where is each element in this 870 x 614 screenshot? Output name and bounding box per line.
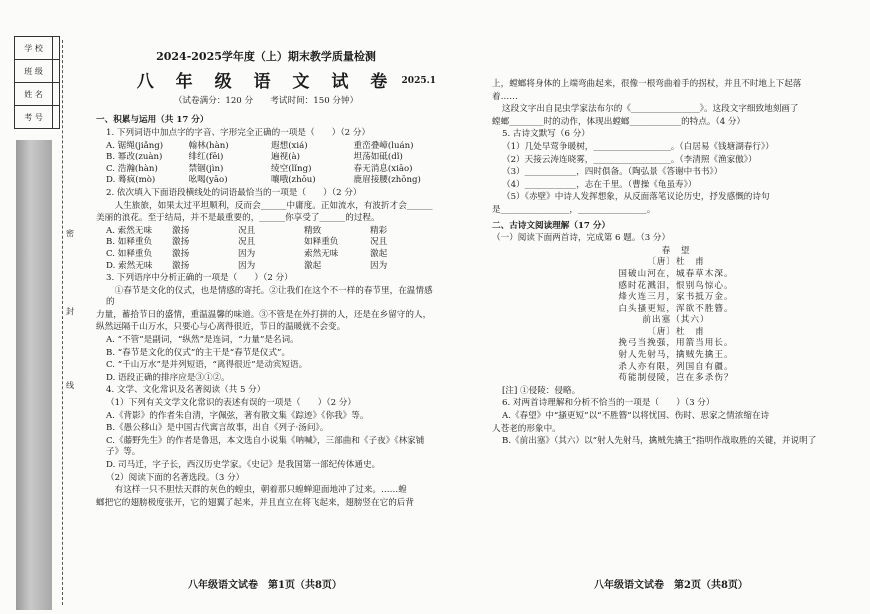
text-line: 国破山河在，城春草木深。 bbox=[618, 268, 734, 279]
text-line: 力量，蓄拾节日的盛情，重温温馨的味道。③不管是在外打拼的人，还是在乡留守的人， bbox=[96, 309, 432, 320]
option-item: 如释重负 bbox=[304, 237, 339, 248]
info-blank[interactable] bbox=[53, 37, 60, 60]
info-blank[interactable] bbox=[53, 60, 60, 83]
text-line: 射人先射马，擒贼先擒王。 bbox=[618, 350, 734, 361]
scan-shadow bbox=[16, 140, 52, 610]
subtitle-text: 八 年 级 语 文 试 卷 bbox=[136, 71, 396, 92]
text-line: 白头搔更短，浑欲不胜簪。 bbox=[618, 303, 734, 314]
page-2-footer: 八年级语文试卷 第2页（共8页） bbox=[594, 580, 748, 591]
info-label: 班 级 bbox=[15, 60, 53, 83]
option-item: A. 索然无味 bbox=[106, 225, 153, 236]
text-line: 二、古诗文阅读理解（17 分） bbox=[492, 220, 611, 231]
option-item: C. 浩瀚(hàn) bbox=[106, 163, 158, 174]
option-item: 遐想(xiá) bbox=[271, 140, 308, 151]
option-item: D. 索然无味 bbox=[106, 260, 153, 271]
text-line: 螳螂________时的动作，体现出螳螂____________的特点。（4 分） bbox=[492, 116, 746, 127]
option-item: 嚷哦(zhōu) bbox=[271, 175, 316, 186]
text-line: [注] ①侵陵：侵略。 bbox=[502, 385, 581, 396]
option-item: 精致 bbox=[304, 225, 322, 236]
text-line: B.《前出塞》（其六）以“射人先射马，擒贼先擒王”指明作战取胜的关键，并说明了 bbox=[502, 436, 817, 447]
text-line: 杀人亦有限，列国自有疆。 bbox=[618, 361, 734, 372]
option-item: 激扬 bbox=[172, 237, 190, 248]
page-1-column bbox=[96, 50, 436, 510]
option-item: 重峦叠嶂(luán) bbox=[353, 140, 414, 151]
text-line: 6. 对两首诗理解和分析不恰当的一项是（ ）（3 分） bbox=[502, 398, 715, 409]
text-line bbox=[96, 164, 436, 176]
text-line: A. “不管”是副词，“纵然”是连词，“力量”是名词。 bbox=[106, 335, 299, 346]
option-item: 精彩 bbox=[370, 225, 388, 236]
text-line: 上，螳螂将身体的上端弯曲起来，很像一根弯曲着手的拐杖，并且不时地上下起落 bbox=[492, 79, 802, 89]
text-line: 螂把它的翅膀极度张开，它的翅翼了起来，并且直立在将飞起来，翅膀竖在它的后背 bbox=[96, 497, 414, 508]
option-item: 索然无味 bbox=[304, 248, 339, 259]
text-line: C.《藤野先生》的作者是鲁迅，本文选自小说集《呐喊》，三部曲和《子夜》《林家铺子》等。 bbox=[106, 435, 425, 458]
option-item: 吆喝(yāo) bbox=[188, 175, 228, 186]
text-line: C. “千山万水”是并列短语，“离得很近”是动宾短语。 bbox=[106, 360, 308, 371]
option-item: 坦荡如砥(dǐ) bbox=[353, 152, 403, 163]
option-item: A. 锯绳(jiǎng) bbox=[106, 140, 164, 151]
text-line bbox=[96, 175, 436, 187]
text-line: 美丽的浪花。至于结局，并不是最重要的，______你享受了______的过程。 bbox=[96, 213, 380, 224]
option-item: 禁锢(jìn) bbox=[188, 163, 224, 174]
text-line: A.《背影》的作者朱自清，字佩弦，著有散文集《踪迹》《你我》等。 bbox=[106, 410, 369, 421]
text-line: 是________________，________________。 bbox=[492, 204, 656, 215]
text-line: 春 望 bbox=[661, 245, 691, 256]
page-2-column bbox=[492, 78, 860, 449]
text-line: （1）几处早莺争暖树，__________________。（白居易《钱塘湖春行》） bbox=[502, 141, 774, 152]
text-line: 着…… bbox=[492, 91, 518, 102]
student-info-table bbox=[14, 36, 60, 129]
option-item: C. 如释重负 bbox=[106, 248, 153, 259]
text-line: 感时花溅泪，恨别鸟惊心。 bbox=[618, 280, 734, 291]
text-line: （一）阅读下面两首诗，完成第 6 题。（3 分） bbox=[492, 233, 671, 244]
text-line: （3）____________，四时俱备。（陶弘景《答谢中书书》） bbox=[502, 167, 723, 178]
seal-char: 线 bbox=[66, 381, 74, 390]
option-item: 况且 bbox=[370, 237, 388, 248]
text-line: 人生旅旅，如果太过平坦顺利，反而会______中庸度。正如流水，有波折才会______ bbox=[106, 200, 433, 211]
exam-date: 2025.1 bbox=[401, 75, 436, 86]
text-line bbox=[96, 249, 436, 261]
text-line: B.《愚公移山》是中国古代寓言故事，出自《列子·汤问》。 bbox=[106, 423, 329, 434]
text-line: 烽火连三月，家书抵万金。 bbox=[618, 292, 734, 303]
text-line: 纵然远隔千山万水，只要心与心离得很近，节日的温暖就不会变。 bbox=[96, 322, 346, 333]
text-line: D. 司马迁，字子长，西汉历史学家。《史记》是我国第一部纪传体通史。 bbox=[106, 460, 381, 470]
text-line: 2. 依次填入下面语段横线处的词语最恰当的一项是（ ）（2 分） bbox=[106, 187, 362, 198]
info-label: 考 号 bbox=[15, 106, 53, 129]
text-line: 挽弓当挽强，用箭当用长。 bbox=[618, 338, 734, 349]
text-line bbox=[96, 226, 436, 238]
option-item: 因为 bbox=[370, 260, 388, 271]
text-line: 有这样一只不胆怯天群的灰色的蝗虫，朝着那只蝗蝉迎面地冲了过来。……蝗 bbox=[106, 485, 407, 496]
option-item: 绫空(lǐng) bbox=[271, 163, 312, 174]
option-item: 鹿眉接腰(zhōng) bbox=[353, 175, 421, 186]
option-item: D. 蓦疯(mò) bbox=[106, 175, 156, 186]
option-item: 绯红(fēi) bbox=[188, 152, 224, 163]
text-line: （1）下列有关文学文化常识的表述有误的一项是（ ）（2 分） bbox=[106, 398, 356, 409]
text-line: （5）《赤壁》中诗人发挥想象，从反面落笔议论历史，抒发感慨的诗句 bbox=[502, 192, 770, 203]
page-1-body bbox=[96, 115, 436, 509]
text-line: 4. 文学、文化常识及名著阅读（共 5 分） bbox=[106, 385, 266, 396]
page-1-footer: 八年级语文试卷 第1页（共8页） bbox=[188, 580, 342, 591]
text-line: D. 语段正确的排序应是③①②。 bbox=[106, 372, 230, 383]
text-line: B. “春节是文化的仪式”的主干是“春节是仪式”。 bbox=[106, 347, 291, 358]
page-2-body bbox=[492, 79, 860, 448]
text-line: ①春节是文化的仪式，也是情感的寄托。②让我们在这个不一样的春节里，在温情感的 bbox=[106, 285, 433, 308]
text-line: 3. 下列语序中分析正确的一项是（ ）（2 分） bbox=[106, 273, 293, 284]
option-item: B. 如释重负 bbox=[106, 237, 153, 248]
option-item: 激扬 bbox=[172, 248, 190, 259]
text-line: 人苍老的形象中。 bbox=[492, 423, 561, 434]
text-line: 这段文字出自昆虫学家法布尔的《________________》。这段文字细致地刻画了 bbox=[502, 104, 799, 115]
option-item: 况且 bbox=[238, 237, 256, 248]
text-line: （2）天接云涛连晓雾，__________________。（李清照《渔家傲》） bbox=[502, 154, 757, 165]
text-line: 苟能制侵陵，岂在多杀伤？ bbox=[618, 373, 734, 384]
option-item: 因为 bbox=[238, 260, 256, 271]
exam-meta: （试卷满分：120 分 考试时间：150 分钟） bbox=[173, 95, 359, 106]
text-line bbox=[96, 237, 436, 249]
option-item: 激扬 bbox=[172, 260, 190, 271]
option-item: 因为 bbox=[238, 248, 256, 259]
seal-line bbox=[62, 40, 63, 605]
text-line: 一、积累与运用（共 17 分） bbox=[96, 115, 209, 126]
info-blank[interactable] bbox=[53, 106, 60, 129]
text-line: 前出塞（其六） bbox=[642, 315, 710, 326]
exam-subtitle bbox=[96, 71, 436, 94]
text-line: 〔唐〕杜 甫 bbox=[647, 326, 705, 337]
option-item: 激扬 bbox=[172, 225, 190, 236]
seal-char: 密 bbox=[66, 229, 74, 238]
text-line: 1. 下列词语中加点字的字音、字形完全正确的一项是（ ）（2 分） bbox=[106, 127, 371, 138]
text-line: 〔唐〕杜 甫 bbox=[647, 257, 705, 268]
text-line bbox=[96, 152, 436, 164]
option-item: B. 幂改(zuàn) bbox=[106, 152, 163, 163]
text-line: （2）阅读下面的名著选段。（3 分） bbox=[106, 472, 245, 483]
option-item: 况且 bbox=[238, 225, 256, 236]
option-item: 翰林(hàn) bbox=[188, 140, 229, 151]
info-blank[interactable] bbox=[53, 83, 60, 106]
text-line bbox=[96, 261, 436, 273]
info-label: 学 校 bbox=[15, 37, 53, 60]
option-item: 遍视(à) bbox=[271, 152, 301, 163]
text-line bbox=[96, 141, 436, 153]
text-line: A.《春望》中“搔更短”以“不胜簪”以将忧国、伤时、思家之情浓缩在诗 bbox=[502, 411, 770, 422]
exam-title: 2024-2025学年度（上）期末教学质量检测 bbox=[156, 50, 376, 63]
option-item: 春无消息(xiāo) bbox=[353, 163, 413, 174]
text-line: 5. 古诗文默写（6 分） bbox=[502, 129, 590, 140]
option-item: 激起 bbox=[304, 260, 322, 271]
text-line: （4）____________，志在千里。（曹操《龟虽寿》） bbox=[502, 179, 697, 190]
seal-char: 封 bbox=[66, 307, 74, 316]
info-label: 姓 名 bbox=[15, 83, 53, 106]
option-item: 激起 bbox=[370, 248, 388, 259]
